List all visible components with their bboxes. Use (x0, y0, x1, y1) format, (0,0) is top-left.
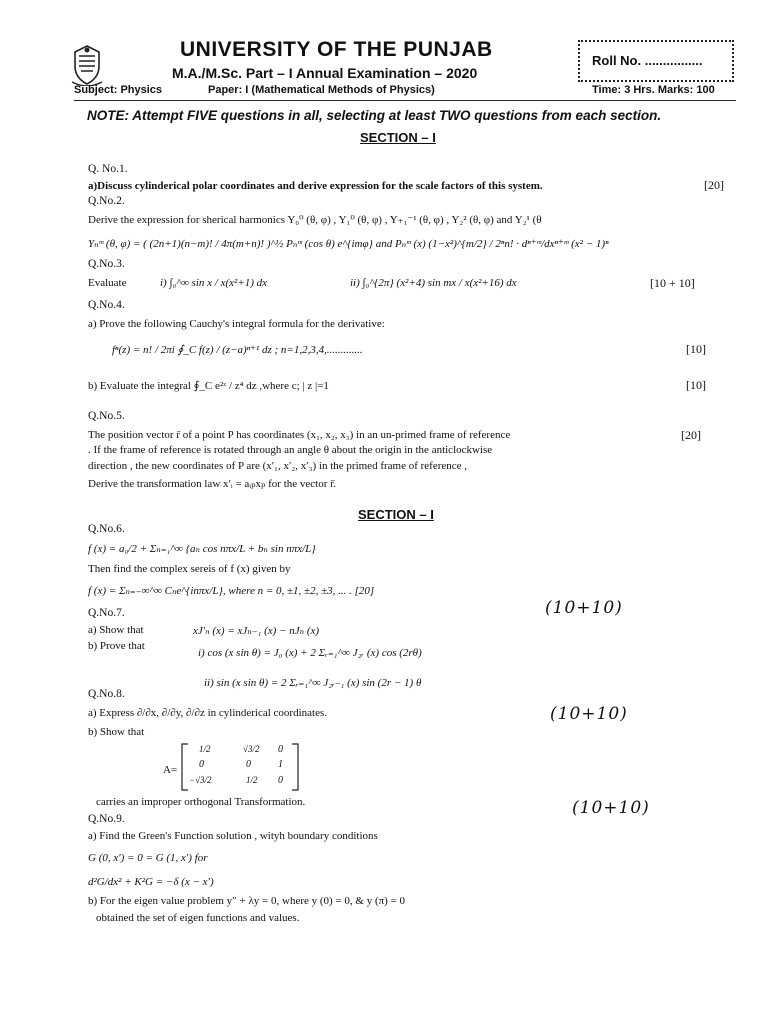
q6-label: Q.No.6. (88, 523, 125, 535)
q1-text: a)Discuss cylinderical polar coordinates and derive expression for the scale factors of this system. (88, 180, 543, 192)
matrix-cell-1-1: 1/2 (199, 744, 211, 754)
q2-label: Q.No.2. (88, 195, 125, 207)
q8-part-a: a) Express ∂/∂x, ∂/∂y, ∂/∂z in cylinderical coordinates. (88, 707, 327, 719)
university-crest-logo (70, 44, 104, 86)
q8-caption: carries an improper orthogonal Transformation. (96, 796, 306, 808)
q7-handwritten-marks: (10+10) (545, 598, 623, 618)
matrix-cell-2-1: 0 (199, 759, 204, 770)
q5-line-2: . If the frame of reference is rotated through an angle θ about the origin in the anticlockwise (88, 444, 493, 456)
q4-b-marks: [10] (686, 378, 706, 392)
q5-line-4: Derive the transformation law x′ᵢ = aᵢₚxₚ for the vector r̄. (88, 478, 336, 490)
q3-part-ii: ii) ∫₀^{2π} (x²+4) sin mx / x(x²+16) dx (350, 277, 517, 289)
q6-complex-formula: f (x) = Σₙ₌₋∞^∞ Cₙe^{inπx/L}, where n = 0, ±1, ±2, ±3, ... . [20] (88, 585, 375, 597)
q9-boundary-conditions: G (0, x′) = 0 = G (1, x′) for (88, 852, 208, 864)
subject-label: Subject: Physics (74, 84, 163, 96)
q8-handwritten-marks: (10+10) (550, 704, 628, 724)
time-marks-label: Time: 3 Hrs. Marks: 100 (592, 84, 715, 96)
matrix-cell-3-1: −√3/2 (189, 775, 212, 785)
exam-note: NOTE: Attempt FIVE questions in all, selecting at least TWO questions from each section. (87, 108, 662, 123)
q3-label: Q.No.3. (88, 258, 125, 270)
q9-part-b-line-2: obtained the set of eigen functions and values. (96, 912, 300, 924)
matrix-cell-2-2: 0 (246, 759, 251, 770)
q7-part-b-ii: ii) sin (x sin θ) = 2 Σᵣ₌₁^∞ J₂ᵣ₋₁ (x) sin (2r − 1) θ (204, 677, 422, 689)
q2-text: Derive the expression for sherical harmonics Y₀⁰ (θ, φ) , Y₁⁰ (θ, φ) , Y₊₁⁻¹ (θ, φ) , Y₂² (θ, φ) and Y₂¹ (θ (88, 214, 542, 226)
q1-label: Q. No.1. (88, 163, 128, 175)
q3-marks: [10 + 10] (650, 276, 695, 290)
paper-label: Paper: I (Mathematical Methods of Physics) (208, 84, 435, 96)
q7-part-b-i: i) cos (x sin θ) = J₀ (x) + 2 Σᵣ₌₁^∞ J₂ᵣ (x) cos (2rθ) (198, 647, 422, 659)
q7-part-a-formula: xJ′ₙ (x) = xJₙ₋₁ (x) − nJₙ (x) (193, 625, 320, 637)
q4-cauchy-formula: fⁿ(z) = n! / 2πi ∮_C f(z) / (z−a)ⁿ⁺¹ dz ; n=1,2,3,4,............. (112, 344, 363, 356)
q9-part-b-line-1: b) For the eigen value problem y″ + λy = 0, where y (0) = 0, & y (π) = 0 (88, 895, 406, 907)
q3-evaluate: Evaluate (88, 277, 127, 289)
q9-handwritten-marks: (10+10) (572, 798, 650, 818)
matrix-cell-3-2: 1/2 (246, 775, 258, 785)
q5-marks: [20] (681, 428, 701, 442)
q1-marks: [20] (704, 178, 724, 192)
q6-fourier-formula: f (x) = a₀/2 + Σₙ₌₁^∞ {aₙ cos nπx/L + bₙ sin nπx/L} (88, 543, 316, 555)
header-divider (74, 100, 736, 101)
exam-title: M.A./M.Sc. Part – I Annual Examination – 2020 (172, 65, 478, 81)
section-2-title: SECTION – I (358, 507, 434, 522)
q9-label: Q.No.9. (88, 813, 125, 825)
q4-part-b: b) Evaluate the integral ∮_C e²ᶻ / z⁴ dz ,where c; | z |=1 (88, 380, 329, 392)
matrix-cell-3-3: 0 (278, 775, 283, 786)
q5-line-1: The position vector r̄ of a point P has coordinates (x₁, x₂, x₃) in an un-primed frame of reference (88, 429, 511, 441)
q2-formula: Yₙᵐ (θ, φ) = ( (2n+1)(n−m)! / 4π(m+n)! )^½ Pₙᵐ (cos θ) e^{imφ} and Pₙᵐ (x) (1−x²)^{m/2} / 2ⁿn! · dⁿ⁺ᵐ/dxⁿ⁺ᵐ (x² − 1)ⁿ (88, 238, 609, 250)
q4-a-marks: [10] (686, 342, 706, 356)
matrix-cell-1-3: 0 (278, 744, 283, 755)
q7-part-a-label: a) Show that (88, 624, 144, 636)
matrix-cell-2-3: 1 (278, 759, 283, 770)
q7-label: Q.No.7. (88, 607, 125, 619)
matrix-cell-1-2: √3/2 (243, 744, 260, 754)
q4-part-a: a) Prove the following Cauchy's integral formula for the derivative: (88, 318, 385, 330)
roll-number-label: Roll No. ................ (592, 53, 703, 68)
section-1-title: SECTION – I (360, 130, 436, 145)
q3-part-i: i) ∫₀^∞ sin x / x(x²+1) dx (160, 277, 268, 289)
q7-part-b-label: b) Prove that (88, 640, 145, 652)
q5-line-3: direction , the new coordinates of P are (x′₁, x′₂, x′₃) in the primed frame of reference , (88, 460, 468, 472)
q8-part-b: b) Show that (88, 726, 145, 738)
q9-ode: d²G/dx² + K²G = −δ (x − x′) (88, 876, 214, 888)
university-title: UNIVERSITY OF THE PUNJAB (180, 38, 493, 61)
q6-line-2: Then find the complex sereis of f (x) given by (88, 563, 291, 575)
matrix-label: A= (163, 764, 178, 776)
q5-label: Q.No.5. (88, 410, 125, 422)
q4-label: Q.No.4. (88, 299, 125, 311)
q9-part-a: a) Find the Green's Function solution , wityh boundary conditions (88, 830, 378, 842)
q8-label: Q.No.8. (88, 688, 125, 700)
roll-number-box[interactable] (578, 40, 734, 82)
